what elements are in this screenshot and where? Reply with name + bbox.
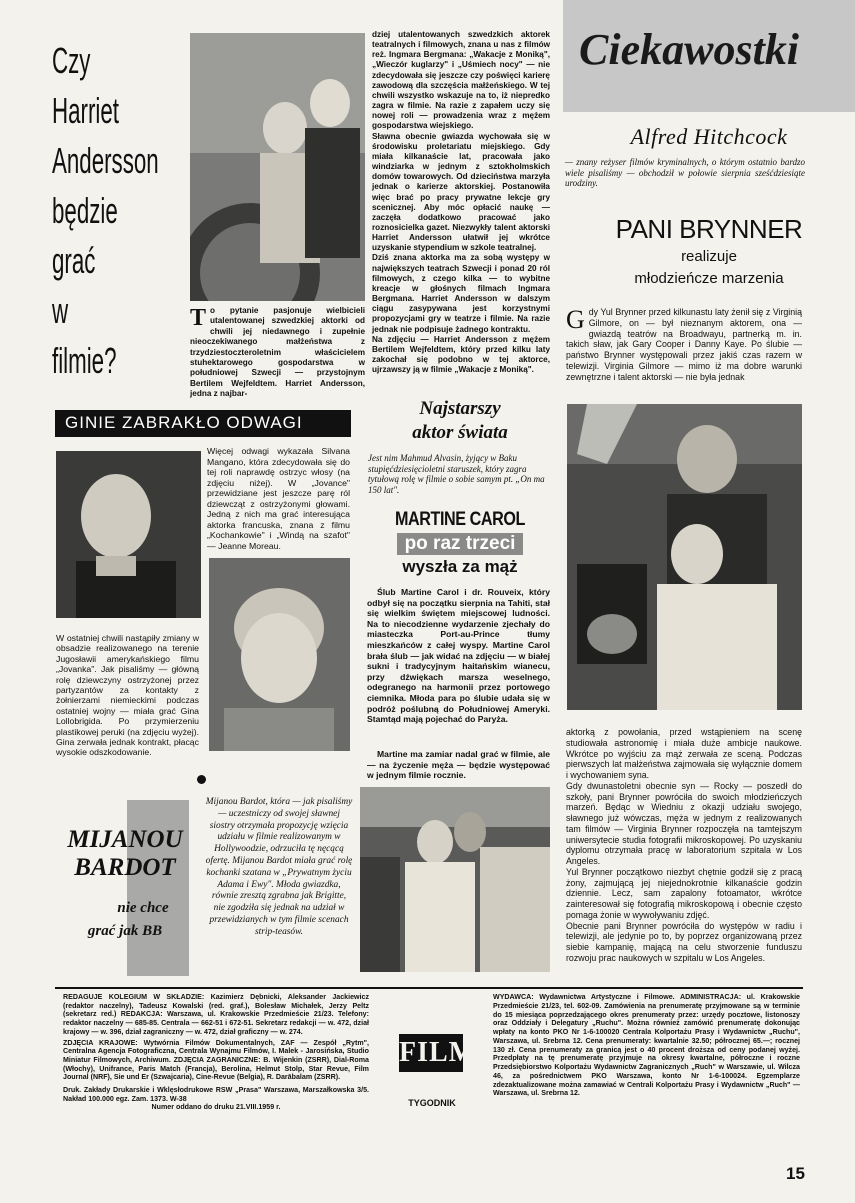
harriet-dropcap: T: [190, 305, 207, 331]
lollobrigida-photo: [209, 558, 350, 751]
footer-left: REDAGUJE KOLEGIUM W SKŁADZIE: Kazimierz Dębnicki, Aleksander Jackiewicz (redaktor naczelny), Tadeusz Kowalski (red. graf.), Bolesław Michałek, Jerzy Peltz (sekretarz red.) REDAKCJA: Warszawa, ul. Krakowskie Przedmieście 21/23. Telefony: redaktor naczelny — 685-85. Centrala — 662-51 i 672-51. Sekretarz redakcji — w. 472, dział krajowy — w. 396, dział zagraniczny — w. 472, dział graficzny — w. 274. ZDJĘCIA KRAJOWE: Wytwórnia Filmów Dokumentalnych, ZAF — Zespół „Rytm", Centralna Agencja Fotograficzna, Centrala Wynajmu Filmów, I. Malek - Jarosińska, Studio Miniatur Filmowych, Archiwum. ZDJĘCIA ZAGRANICZNE: B. Wijenkin (ZSRR), Dial-Roma (Włochy), Unifrance, Paris Match (Francja), Berolina, Helmut Stolp, Star Revue, Film Journal (NRF), Sie und Er (Szwajcaria), Cine-Revue (Belgia), R. Darābalam (ZSRR). Druk. Zakłady Drukarskie i Wklęsłodrukowe RSW „Prasa" Warszawa, Marszałkowska 3/5. Nakład 100.000 egz. Zam. 1373. W-38 Numer oddano do druku 21.VIII.1959 r.: [63, 993, 369, 1112]
ginie-banner: GINIE ZABRAKŁO ODWAGI: [55, 410, 351, 437]
film-logo: FILM: [399, 1034, 463, 1072]
harriet-title: Czy Harriet Andersson będzie grać w filmie?: [52, 40, 159, 381]
mangano-photo: [56, 451, 201, 618]
mijanou-title: MIJANOU BARDOT: [67, 826, 183, 881]
harriet-text-col1: To pytanie pasjonuje wielbicieli utalentowanej szwedzkiej aktorki od chwili jej niedawnego i zupełnie nieoczekiwanego małżeństwa z trzydziestoczteroletnim właścicielem stuhektarowego gospodarstwa w południowej Szwecji — przystojnym Bertilem Wejfeldtem. Harriet Andersson, jedna z najbar-: [190, 305, 365, 399]
najstarszy-title: Najstarszy aktor świata: [412, 398, 508, 443]
brynner-intro: Gdy Yul Brynner przed kilkunastu laty żenił się z Virginią Gilmore, on — był nieznanym aktorem, ona — gwiazdą teatrów na Broadwayu, partnerką m. in. takich sław, jak Gary Cooper i Danny Kaye. Po ślubie — państwo Brynner występowali przez jakiś czas razem w telewizji. Virginia Gilmore — mimo iż ma dobre warunki zewnętrzne i talent aktorski — nie była jednak: [566, 305, 802, 382]
ginie-text-p2: W ostatniej chwili nastąpiły zmiany w obsadzie realizowanego na terenie Jugosławii amerykańskiego filmu „Jovanka". Jak pisaliśmy — główną rolę dziewczyny ostrzyżonej przez partyzantów za kontakty z żołnierzami niemieckimi podczas ostatniej wojny — miała grać Gina Lollobrigida. Po przymierzeniu plastikowej peruki (na zdjęciu wyżej). Gina zerwała jednak kontrakt, płacąc wysokie odszkodowanie.: [56, 633, 199, 758]
brynner-sub2: młodzieńcze marzenia: [634, 270, 784, 287]
brynner-dropcap: G: [566, 305, 585, 334]
tygodnik-label: TYGODNIK: [408, 1098, 456, 1108]
brynner-photo: [567, 404, 802, 710]
bullet-dot: [197, 775, 206, 784]
martine-title-highlight: po raz trzeci: [397, 533, 524, 555]
martine-title: MARTINE CAROL po raz trzeci wyszła za mąż: [395, 509, 525, 576]
harriet-text-col2: dziej utalentowanych szwedzkich aktorek teatralnych i filmowych, znana u nas z filmów reż. Ingmara Bergmana: „Wakacje z Moniką", „Wieczór kuglarzy" i „Uśmiech nocy" — nie zdecydowała się jeszcze czy poświęci karierę zawodową dla szczęścia małżeńskiego. W tej chwili wszystko wskazuje na to, iż niepredko zagra w filmie. Na razie z zapałem uczy się nowej roli — prowadzenia wraz z mężem gospodarstwa wiejskiego. Sławna obecnie gwiazda wychowała się w środowisku proletariatu miejskiego. Gdy miała kilkanaście lat, pracowała jako windziarka w jednym z sztokholmskich domów towarowych. Od dzieciństwa marzyła jednak o karierze aktorskiej. Postanowiła więc brać po pracy prywatne lekcje gry scenicznej. Aby móc opłacić naukę — zaczęła dodatkowo pracować jako roznosicielka gazet. Niezwykły talent aktorski Harriet Andersson ułatwił jej wkrótce uzyskanie stypendium w szkole teatralnej. Dziś znana aktorka ma za sobą występy w największych teatrach Szwecji i ponad 20 ról filmowych, z czego kilka — to wybitne kreacje w głośnych filmach Ingmara Bergmana. Harriet Andersson w dalszym ciągu zasypywana jest korzystnymi propozycjami gry w teatrze i filmie. Na razie jednak nie podpisuje żadnego kontraktu. Na zdjęciu — Harriet Andersson z mężem Bertilem Wejfeldtem, który przed kilku laty zakochał się podobno w tej aktorce, ujrzawszy ją w filmie „Wakacje z Moniką".: [372, 30, 550, 375]
brynner-title: PANI BRYNNER: [615, 214, 803, 244]
ciekawostki-banner: Ciekawostki: [563, 0, 855, 112]
mijanou-subtitle: nie chce grać jak BB: [87, 900, 169, 939]
hitchcock-text: — znany reżyser filmów kryminalnych, o którym ostatnio bardzo wiele pisaliśmy — obchodził w połowie sierpnia sześćdziesiąte urodziny.: [565, 157, 805, 188]
martine-text-p1: Ślub Martine Carol i dr. Rouveix, który odbył się na początku sierpnia na Tahiti, stał się wielkim świętem miejscowej ludności. Na to niecodzienne wydarzenie zjechały do miasteczka Port-au-Prince tłumy mieszkańców z całej wyspy. Martine Carol brała ślub — jak widać na zdjęciu — w białej sukni i tradycyjnym haitańskim wianecu, przy dźwiękach marsza weselnego, odegranego na harmonii przez portowego ciemnika. Młoda para po ślubie udała się w podróż poślubną do Południowej Ameryki. Stamtąd mają pojechać do Paryża.: [367, 587, 550, 725]
najstarszy-text: Jest nim Mahmud Alvasin, żyjący w Baku stupięćdziesięcioletni staruszek, który zagra tytułową rolę w filmie o sobie samym pt. „On ma 150 lat".: [368, 453, 545, 495]
page-number: 15: [786, 1164, 805, 1183]
footer-rule-top: [55, 987, 803, 989]
martine-photo: [360, 787, 550, 972]
brynner-continued: aktorką z powołania, przed wstąpieniem na scenę studiowała astronomię i miała duże ambicje naukowe. Wkrótce po wyjściu za mąż zerwała ze sceną. Podczas pierwszych lat małżeństwa zajmowała się wyłącznie domem i wychowaniem syna. Gdy dwunastoletni obecnie syn — Rocky — poszedł do szkoły, pani Brynner powróciła do swoich młodzieńczych marzeń. Będąc w Wiedniu z okazji udziału swojego, sławnego już wówczas, męża w jednym z realizowanych tam filmów — Virginia Brynner rozpoczęła na tamtejszym uniwersytecie studia fotografii mikroskopowej. Po uzyskaniu dyplomu otrzymała pracę w laboratorium szpitala w Los Angeles. Yul Brynner początkowo niezbyt chętnie godził się z pracą żony, zajmującą jej niejednokrotnie kilkanaście godzin dziennie. Lecz, sam zapalony fotoamator, wkrótce zainteresował się fotografią mikroskopową i obecnie często pomaga żonie w wywoływaniu zdjęć. Obecnie pani Brynner powróciła do występów w radiu i telewizji, ale jedynie po to, by poprzez organizowaną przez siebie kampanię, mającą na celu stworzenie funduszu rozwoju prac naukowych w szpitalu w Los Angeles.: [566, 727, 802, 963]
mijanou-text: Mijanou Bardot, która — jak pisaliśmy — uczestniczy od swojej sławnej siostry otrzymała propozycję wzięcia udziału w filmie realizowanym w Hollywoodzie, odrzuciła tę nęcącą ofertę. Mijanou Bardot miała grać rolę kochanki szatana w „Prywatnym życiu Adama i Ewy". Młoda gwiazdka, równie zresztą zgrabna jak Brigitte, nie zgodziła się jednak na udział w przewidzianych w tym filmie scenach strip-teasów.: [205, 797, 353, 937]
martine-text-p2: Martine ma zamiar nadal grać w filmie, ale — na życzenie męża — będzie występować w jednym filmie rocznie.: [367, 749, 550, 781]
brynner-sub1: realizuje: [681, 248, 737, 265]
footer-right: WYDAWCA: Wydawnictwa Artystyczne i Filmowe. ADMINISTRACJA: ul. Krakowskie Przedmieście 21/23, tel. 602-09. Zamówienia na prenumeratę przyjmowane są w terminie do 15 miesiąca poprzedzającego okres prenumeraty przez: urzędy pocztowe, listonoszy oraz Oddziały i Delegatury „Ruchu". Można również zamówić prenumeratę dokonując wpłaty na konto PKO Nr 1-6-100020 Centrala Kolportażu Prasy i Wydawnictw „Ruchu", Warszawa, ul. Srebrna 12. Cena prenumeraty: kwartalnie 32.50; półrocznej 65.—; rocznej 130 zł. Cena prenumeraty za granicą jest o 40 procent droższa od ceny podanej wyżej. Przedpłaty na tę prenumeratę przyjmuje na okresy kwartalne, półroczne i roczne Przedsiębiorstwo Kolportażu Wydawnictw Zagranicznych „Ruch" w Warszawie, ul. Wilcza 46, za pośrednictwem PKO Warszawa, konto Nr 1-6-100024. Egzemplarze zdezaktualizowane można zamawiać w Centrali Kolportażu Prasy i Wydawnictw „Ruch" — Warszawa, ul. Srebrna 12.: [493, 993, 800, 1098]
ginie-text-p1: Więcej odwagi wykazała Silvana Mangano, która zdecydowała się do tej roli naprawdę ostrzyc włosy (na zdjęciu niżej). W „Jovance" przewidziane jest jeszcze parę ról dziewcząt z ostrzyżonymi głowami. Jedną z nich ma grać interesująca aktorka francuska, znana z filmu „Kochankowie" i „Windą na szafot" — Jeanne Moreau.: [207, 446, 350, 551]
hitchcock-title: Alfred Hitchcock: [630, 124, 788, 149]
harriet-photo: [190, 33, 365, 301]
